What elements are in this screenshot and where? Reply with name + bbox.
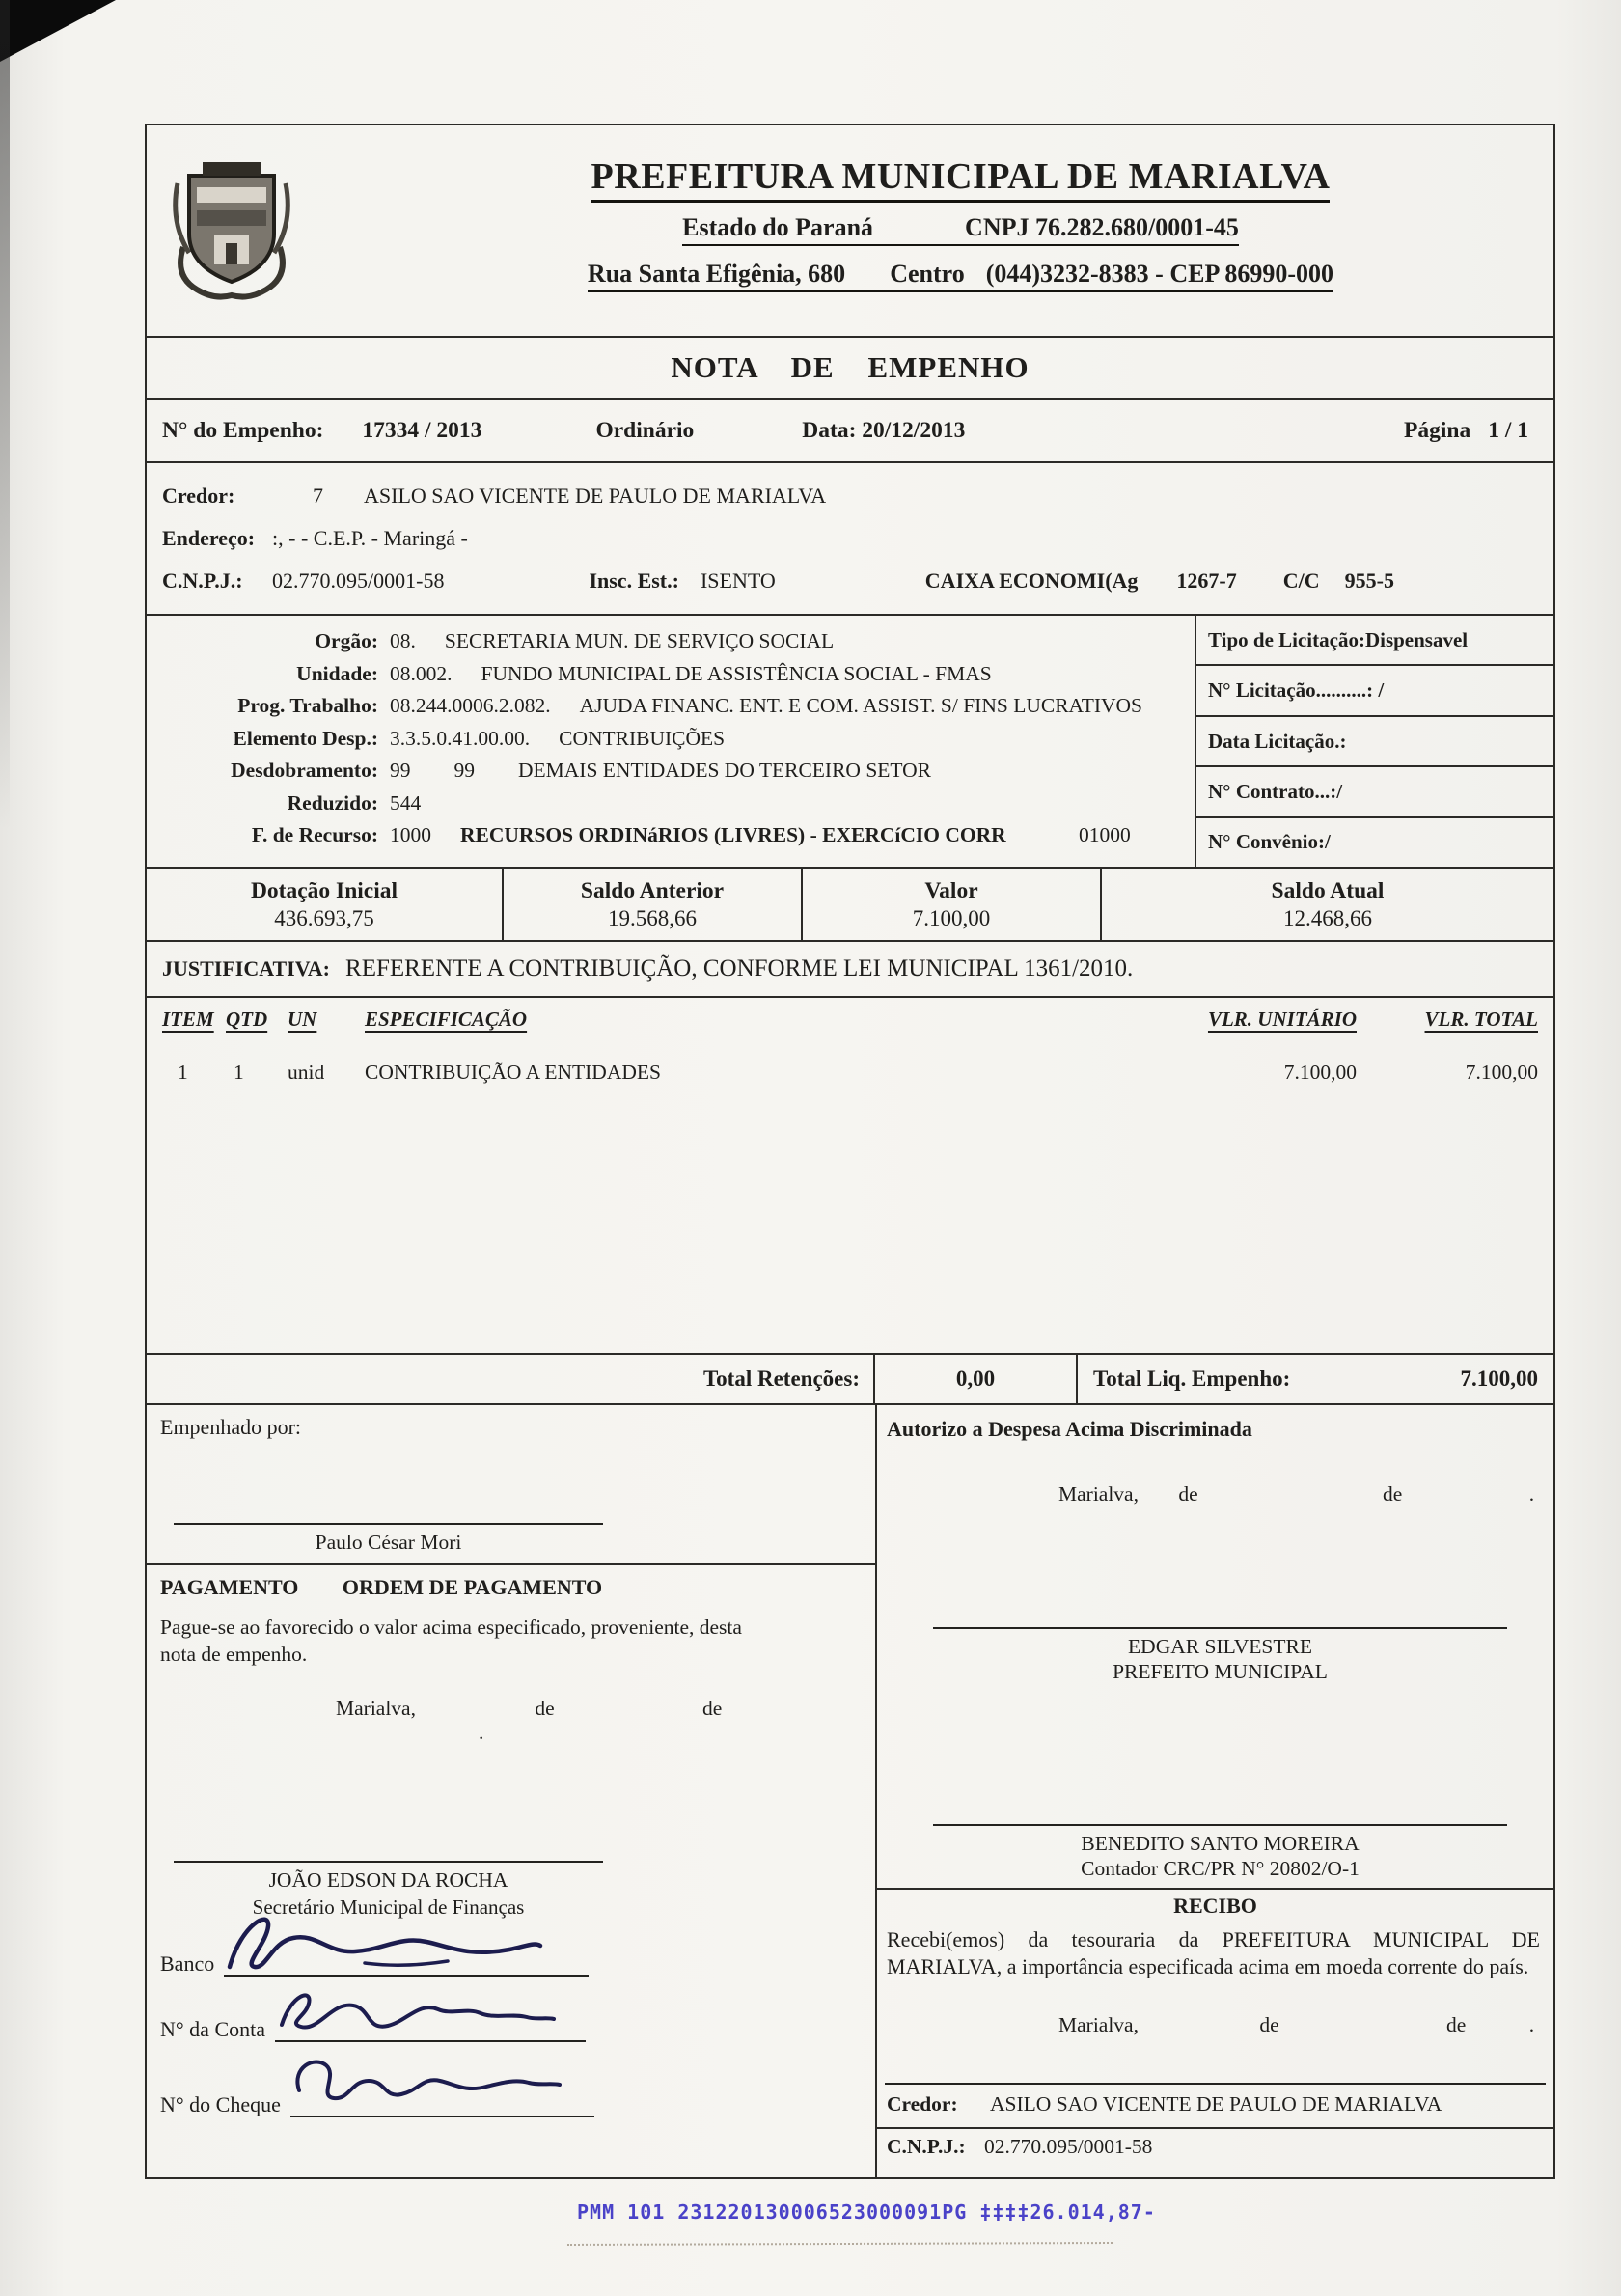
col-item-header: ITEM (162, 1008, 214, 1031)
cheque-fill-line (290, 2083, 594, 2117)
orgao-label: Orgão: (315, 629, 378, 652)
recibo-title: RECIBO (1173, 1894, 1257, 1918)
header-phone-cep: (044)3232-8383 - CEP 86990-000 (985, 260, 1334, 288)
justification-label: JUSTIFICATIVA: (162, 956, 331, 981)
de-word: de (702, 1697, 723, 1720)
total-liq-label: Total Liq. Empenho: (1093, 1367, 1291, 1391)
col-vlr-total-header: VLR. TOTAL (1424, 1008, 1538, 1031)
page-value: 1 / 1 (1488, 417, 1528, 443)
banco-fill-line (224, 1942, 589, 1977)
period-mark: . (1528, 2013, 1535, 2036)
municipality-title: PREFEITURA MUNICIPAL DE MARIALVA (591, 156, 1331, 203)
authorization-column (877, 1405, 1553, 2177)
period-mark: . (1528, 1482, 1535, 1506)
budget-row-desdobramento (147, 755, 1195, 788)
creditor-block (147, 463, 1553, 616)
banco-label: Banco (160, 1951, 215, 1976)
dot-matrix-print-line: PMM 101 231220130006523000091PG ‡‡‡‡26.014,87- (577, 2200, 1156, 2224)
header-address: Rua Santa Efigênia, 680 (587, 260, 846, 288)
contador-signature-line (933, 1824, 1507, 1826)
recurso-code: 1000 (390, 823, 431, 846)
budget-classification-block (147, 616, 1553, 869)
creditor-cnpj-label: C.N.P.J.: (162, 568, 243, 593)
document-title-bar (147, 338, 1553, 400)
total-retencoes-label: Total Retenções: (147, 1355, 875, 1403)
desdobramento-label: Desdobramento: (231, 759, 378, 782)
municipality-title-line (387, 155, 1534, 198)
city-date-line-autorizo (1058, 1482, 1534, 1507)
valor-value: 7.100,00 (912, 905, 991, 930)
budget-rows (147, 616, 1195, 867)
empenho-type: Ordinário (595, 417, 695, 443)
pague-se-text: Pague-se ao favorecido o valor acima especificado, proveniente, desta nota de empenho. (160, 1616, 742, 1667)
items-table-header (162, 1008, 1538, 1032)
licitacao-numero: N° Licitação..........: / (1196, 666, 1553, 716)
page-indicator (1387, 418, 1528, 444)
convenio-numero: N° Convênio:/ (1208, 830, 1331, 854)
dotacao-inicial-cell (147, 869, 504, 940)
footer-cnpj-value: 02.770.095/0001-58 (984, 2135, 1153, 2158)
creditor-address: :, - - C.E.P. - Maringá - (272, 526, 468, 550)
desdobramento-desc: DEMAIS ENTIDADES DO TERCEIRO SETOR (518, 759, 932, 782)
ordem-pagamento-label: ORDEM DE PAGAMENTO (342, 1575, 603, 1599)
conta-label: N° da Conta (160, 2017, 266, 2041)
contador-name: BENEDITO SANTO MOREIRA (1081, 1832, 1360, 1855)
pagamento-header-row (160, 1575, 862, 1600)
creditor-row (162, 475, 1538, 517)
empenho-number: 17334 / 2013 (362, 417, 482, 443)
bank-name: CAIXA ECONOMI(Ag (924, 568, 1139, 593)
coat-of-arms-logo (147, 154, 316, 307)
budget-row-unidade (147, 658, 1195, 691)
recurso-desc: RECURSOS ORDINáRIOS (LIVRES) - EXERCíCIO CORR (460, 823, 1006, 846)
valor-label: Valor (924, 877, 978, 903)
desdobramento-code2: 99 (453, 759, 475, 782)
signatures-area (147, 1405, 1553, 2177)
item-un: unid (288, 1061, 325, 1084)
city-name: Marialva, (1058, 1482, 1139, 1506)
col-vlr-unitario-header: VLR. UNITÁRIO (1207, 1008, 1357, 1031)
scan-corner-artifact (0, 0, 116, 62)
header-state-cnpj-line (387, 213, 1534, 242)
saldo-anterior-cell (504, 869, 803, 940)
empenho-date-value: 20/12/2013 (862, 417, 966, 443)
budget-row-orgao (147, 625, 1195, 658)
state-registration-label: Insc. Est.: (589, 568, 679, 593)
header-state: Estado do Paraná (682, 213, 874, 241)
item-row (162, 1061, 1538, 1085)
document-title: NOTA DE EMPENHO (671, 350, 1030, 384)
nota-de-empenho-form (145, 124, 1555, 2179)
recibo-signature-line (885, 2083, 1546, 2085)
col-un-header: UN (288, 1008, 317, 1031)
header-address-line (387, 260, 1534, 289)
reduzido-label: Reduzido: (287, 790, 378, 815)
item-vlr-total: 7.100,00 (1465, 1061, 1538, 1084)
period-mark: . (479, 1721, 484, 1744)
empenho-date (802, 418, 965, 444)
footer-credor-label: Credor: (887, 2092, 958, 2116)
footer-cnpj-label: C.N.P.J.: (887, 2135, 966, 2158)
footer-credor-name: ASILO SAO VICENTE DE PAULO DE MARIALVA (990, 2092, 1442, 2116)
budget-row-reduzido (147, 788, 1195, 820)
dotacao-inicial-value: 436.693,75 (274, 905, 374, 930)
licitacao-panel (1195, 616, 1553, 867)
de-word: de (1178, 1482, 1198, 1506)
page-label: Página (1404, 417, 1471, 443)
autorizo-title: Autorizo a Despesa Acima Discriminada (887, 1417, 1252, 1441)
pagamento-label: PAGAMENTO (160, 1575, 299, 1599)
de-word: de (1446, 2013, 1467, 2036)
bank-account-label: C/C (1282, 568, 1320, 593)
item-especificacao: CONTRIBUIÇÃO A ENTIDADES (365, 1061, 661, 1084)
prog-trabalho-label: Prog. Trabalho: (237, 694, 378, 717)
payment-column (147, 1405, 877, 2177)
bank-account: 955-5 (1344, 568, 1394, 593)
divider (877, 1888, 1553, 1890)
col-qtd-header: QTD (226, 1008, 268, 1031)
creditor-label: Credor: (162, 484, 235, 508)
banco-field-row (160, 1942, 589, 1977)
creditor-address-row (162, 517, 1538, 560)
justification-row (147, 942, 1553, 998)
orgao-code: 08. (390, 629, 416, 652)
cheque-field-row (160, 2083, 594, 2117)
empenhado-por-label: Empenhado por: (160, 1415, 302, 1439)
conta-fill-line (275, 2007, 586, 2042)
contador-title: Contador CRC/PR N° 20802/O-1 (1081, 1857, 1360, 1880)
city-date-line-recibo (1058, 2013, 1534, 2037)
prog-trabalho-desc: AJUDA FINANC. ENT. E COM. ASSIST. S/ FINS LUCRATIVOS (579, 694, 1142, 717)
orgao-desc: SECRETARIA MUN. DE SERVIÇO SOCIAL (444, 629, 835, 652)
desdobramento-code: 99 (390, 759, 411, 782)
unidade-label: Unidade: (296, 661, 378, 685)
saldo-atual-value: 12.468,66 (1283, 905, 1372, 930)
creditor-name: ASILO SAO VICENTE DE PAULO DE MARIALVA (364, 484, 827, 508)
items-table (147, 998, 1553, 1355)
prog-trabalho-code: 08.244.0006.2.082. (390, 694, 551, 717)
licitacao-tipo: Tipo de Licitação:Dispensavel (1196, 616, 1553, 666)
col-especificacao-header: ESPECIFICAÇÃO (365, 1008, 528, 1031)
finance-secretary-name: JOÃO EDSON DA ROCHA (268, 1868, 508, 1892)
document-header (147, 125, 1553, 338)
elemento-desc: CONTRIBUIÇÕES (559, 726, 726, 750)
empenho-date-label: Data: (802, 417, 857, 443)
budget-row-recurso (147, 819, 1195, 852)
header-text (316, 155, 1553, 306)
scan-edge-shade (0, 0, 10, 830)
empenho-number-row (147, 400, 1553, 463)
creditor-code: 7 (313, 484, 323, 508)
creditor-cnpj: 02.770.095/0001-58 (272, 568, 445, 593)
prefeito-name: EDGAR SILVESTRE (1128, 1635, 1312, 1658)
elemento-label: Elemento Desp.: (233, 726, 378, 750)
item-qtd: 1 (234, 1061, 244, 1084)
de-word: de (1383, 1482, 1403, 1506)
amounts-row (147, 869, 1553, 942)
valor-cell (803, 869, 1102, 940)
empenho-number-label: N° do Empenho: (162, 417, 324, 443)
coat-of-arms-image (170, 154, 293, 307)
reduzido-code: 544 (390, 790, 422, 815)
city-name: Marialva, (336, 1697, 416, 1720)
state-registration-value: ISENTO (700, 568, 776, 593)
budget-row-elemento (147, 723, 1195, 756)
recibo-text: Recebi(emos) da tesouraria da PREFEITURA MUNICIPAL DE MARIALVA, a importância especificada acima em moeda corrente do país. (887, 1927, 1540, 1979)
finance-signature-line (174, 1861, 603, 1863)
item-vlr-unitario: 7.100,00 (1283, 1061, 1357, 1084)
divider (147, 1563, 875, 1565)
total-liq-cell (1078, 1355, 1553, 1403)
empenhado-signer-name: Paulo César Mori (315, 1531, 462, 1554)
saldo-anterior-label: Saldo Anterior (580, 877, 725, 903)
recurso-extra-code: 01000 (1079, 823, 1131, 846)
licitacao-data: Data Licitação.: (1196, 717, 1553, 767)
cheque-label: N° do Cheque (160, 2092, 281, 2116)
saldo-anterior-value: 19.568,66 (608, 905, 697, 930)
saldo-atual-cell (1102, 869, 1553, 940)
unidade-code: 08.002. (390, 661, 453, 685)
totals-row (147, 1355, 1553, 1405)
empenhado-signature-line (174, 1523, 603, 1525)
conta-field-row (160, 2007, 586, 2042)
footer-credor-row (887, 2092, 1442, 2116)
elemento-code: 3.3.5.0.41.00.00. (390, 726, 531, 750)
prefeito-signature-line (933, 1627, 1507, 1629)
unidade-desc: FUNDO MUNICIPAL DE ASSISTÊNCIA SOCIAL - FMAS (481, 661, 992, 685)
total-liq-value: 7.100,00 (1460, 1367, 1538, 1391)
creditor-cnpj-row (162, 560, 1538, 602)
city-date-line-payment (336, 1697, 875, 1745)
de-word: de (1259, 2013, 1279, 2036)
finance-secretary-title: Secretário Municipal de Finanças (252, 1895, 525, 1919)
pencil-mark-line (567, 2242, 1113, 2246)
header-cnpj: CNPJ 76.282.680/0001-45 (965, 213, 1239, 241)
bank-agency: 1267-7 (1176, 568, 1237, 593)
header-district: Centro (890, 260, 965, 288)
item-number: 1 (178, 1061, 188, 1084)
total-retencoes-value: 0,00 (875, 1355, 1078, 1403)
de-word: de (535, 1697, 555, 1720)
dotacao-inicial-label: Dotação Inicial (250, 877, 398, 903)
divider (877, 2127, 1553, 2129)
prefeito-title: PREFEITO MUNICIPAL (1113, 1660, 1328, 1683)
budget-row-prog-trabalho (147, 690, 1195, 723)
contrato-numero: N° Contrato...:/ (1196, 767, 1553, 817)
city-name: Marialva, (1058, 2013, 1139, 2036)
saldo-atual-label: Saldo Atual (1271, 877, 1385, 903)
justification-text: REFERENTE A CONTRIBUIÇÃO, CONFORME LEI MUNICIPAL 1361/2010. (345, 955, 1134, 982)
recurso-label: F. de Recurso: (251, 823, 378, 846)
creditor-address-label: Endereço: (162, 526, 256, 550)
footer-cnpj-row (887, 2135, 1152, 2159)
